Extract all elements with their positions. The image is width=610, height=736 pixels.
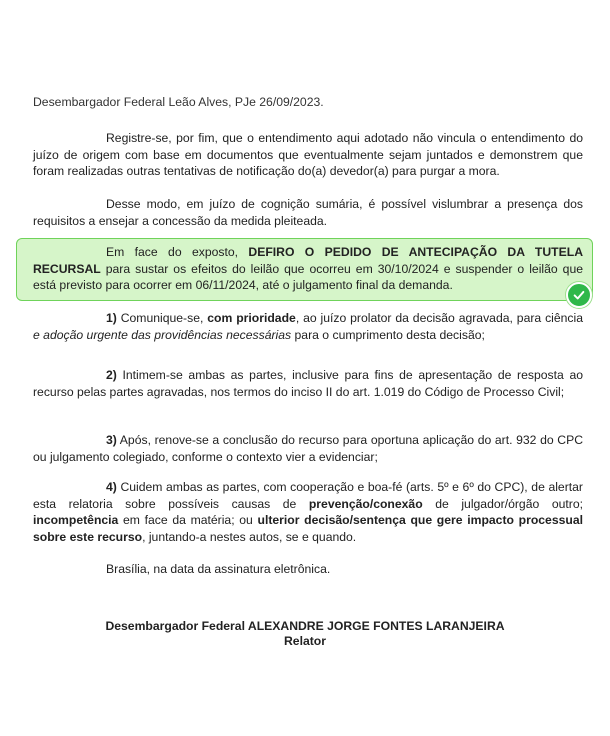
item-2: 2) Intimem-se ambas as partes, inclusive para fins de apresentação de resposta ao recurso pelas partes agravadas, nos termos do inciso II do art. 1.019 do Código de Processo Civil; bbox=[33, 368, 583, 399]
paragraph-cognicao: Desse modo, em juízo de cognição sumária, é possível vislumbrar a presença dos requisitos a ensejar a concessão da medida pleiteada. bbox=[33, 197, 583, 228]
paragraph-dispositivo: Em face do exposto, DEFIRO O PEDIDO DE ANTECIPAÇÃO DA TUTELA RECURSAL para sustar os efeitos do leilão que ocorreu em 30/10/2024 e suspender o leilão que está previsto para ocorrer em 06/11/2024, até o julgamento final da demanda. bbox=[33, 245, 583, 292]
item-1: 1) Comunique-se, com prioridade, ao juízo prolator da decisão agravada, para ciência e adoção urgente das providências necessárias para o cumprimento desta decisão; bbox=[33, 311, 583, 342]
item-4: 4) Cuidem ambas as partes, com cooperação e boa-fé (arts. 5º e 6º do CPC), de alertar esta relatoria sobre possíveis causas de prevenção/conexão de julgador/órgão outro; incompetência em face da matéria; ou ulterior decisão/sentença que gere impacto processual sobre este recurso, juntando-a nestes autos, se e quando. bbox=[33, 480, 583, 544]
bold-defiro: DEFIRO O PEDIDO DE ANTECIPAÇÃO DA TUTELA RECURSAL bbox=[33, 245, 583, 276]
item-3: 3) Após, renove-se a conclusão do recurso para oportuna aplicação do art. 932 do CPC ou julgamento colegiado, conforme o contexto vier a evidenciar; bbox=[33, 433, 583, 464]
signature-role: Relator bbox=[284, 634, 326, 648]
cut-off-line: Desembargador Federal Leão Alves, PJe 26/09/2023. bbox=[33, 97, 324, 109]
signature-name: Desembargador Federal ALEXANDRE JORGE FONTES LARANJEIRA bbox=[105, 619, 505, 633]
paragraph-data: Brasília, na data da assinatura eletrônica. bbox=[106, 562, 331, 576]
paragraph-registre: Registre-se, por fim, que o entendimento aqui adotado não vincula o entendimento do juízo de origem com base em documentos que eventualmente sejam juntados e demonstrem que foram realizadas outras tentativas de notificação do(a) devedor(a) para purgar a mora. bbox=[33, 131, 583, 178]
check-circle-icon[interactable] bbox=[566, 282, 592, 308]
